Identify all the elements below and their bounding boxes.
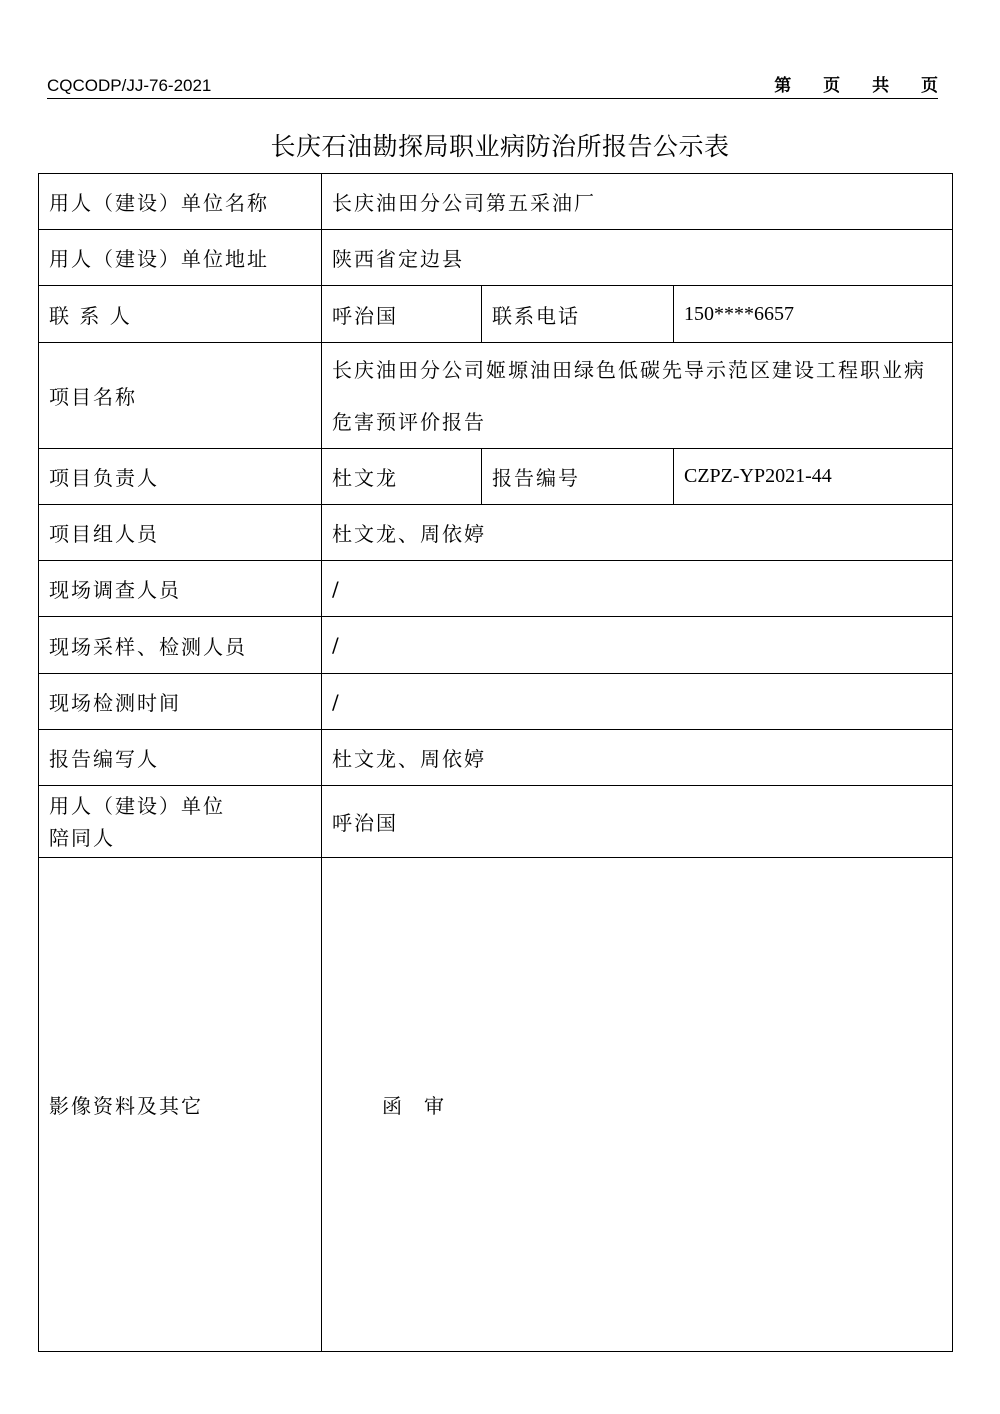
escort-label	[39, 786, 322, 858]
sampling-staff-value: /	[322, 617, 953, 674]
table-row	[39, 286, 953, 343]
page-label-ye-total: 页	[921, 76, 938, 96]
table-row	[39, 617, 953, 674]
table-row	[39, 730, 953, 786]
sampling-staff-label: 现场采样、检测人员	[39, 617, 322, 674]
escort-value: 呼治国	[322, 786, 953, 858]
employer-address-value: 陕西省定边县	[322, 230, 953, 286]
table-row	[39, 561, 953, 617]
media-note: 函审	[382, 1094, 466, 1118]
project-name-value: 长庆油田分公司姬塬油田绿色低碳先导示范区建设工程职业病危害预评价报告	[322, 343, 953, 449]
report-number-label: 报告编号	[482, 449, 674, 505]
employer-address-label: 用人（建设）单位地址	[39, 230, 322, 286]
escort-label-line1: 用人（建设）单位	[49, 793, 225, 818]
page-label-gong: 共	[872, 76, 890, 96]
team-value: 杜文龙、周依婷	[322, 505, 953, 561]
test-time-value: /	[322, 674, 953, 730]
page-header	[47, 74, 938, 99]
team-label: 项目组人员	[39, 505, 322, 561]
employer-name-value: 长庆油田分公司第五采油厂	[322, 174, 953, 230]
media-label: 影像资料及其它	[39, 858, 322, 1352]
table-row	[39, 505, 953, 561]
phone-label: 联系电话	[482, 286, 674, 343]
phone-value: 150****6657	[674, 286, 953, 343]
table-row	[39, 174, 953, 230]
project-lead-value: 杜文龙	[322, 449, 482, 505]
survey-staff-label: 现场调查人员	[39, 561, 322, 617]
report-number-value: CZPZ-YP2021-44	[674, 449, 953, 505]
contact-value: 呼治国	[322, 286, 482, 343]
table-row	[39, 674, 953, 730]
contact-label: 联 系 人	[39, 286, 322, 343]
table-row	[39, 449, 953, 505]
page-title: 长庆石油勘探局职业病防治所报告公示表	[270, 132, 730, 161]
employer-name-label: 用人（建设）单位名称	[39, 174, 322, 230]
media-cell	[322, 858, 953, 1352]
page-label-di: 第	[774, 76, 792, 96]
report-form-table	[38, 173, 953, 1352]
document-code: CQCODP/JJ-76-2021	[47, 76, 212, 95]
table-row	[39, 786, 953, 858]
survey-staff-value: /	[322, 561, 953, 617]
author-label: 报告编写人	[39, 730, 322, 786]
table-row	[39, 858, 953, 1352]
page-label-ye: 页	[823, 76, 841, 96]
table-row	[39, 230, 953, 286]
project-lead-label: 项目负责人	[39, 449, 322, 505]
test-time-label: 现场检测时间	[39, 674, 322, 730]
author-value: 杜文龙、周依婷	[322, 730, 953, 786]
escort-label-line2: 陪同人	[49, 825, 115, 850]
project-name-label: 项目名称	[39, 343, 322, 449]
page-count	[748, 74, 938, 98]
table-row	[39, 343, 953, 449]
